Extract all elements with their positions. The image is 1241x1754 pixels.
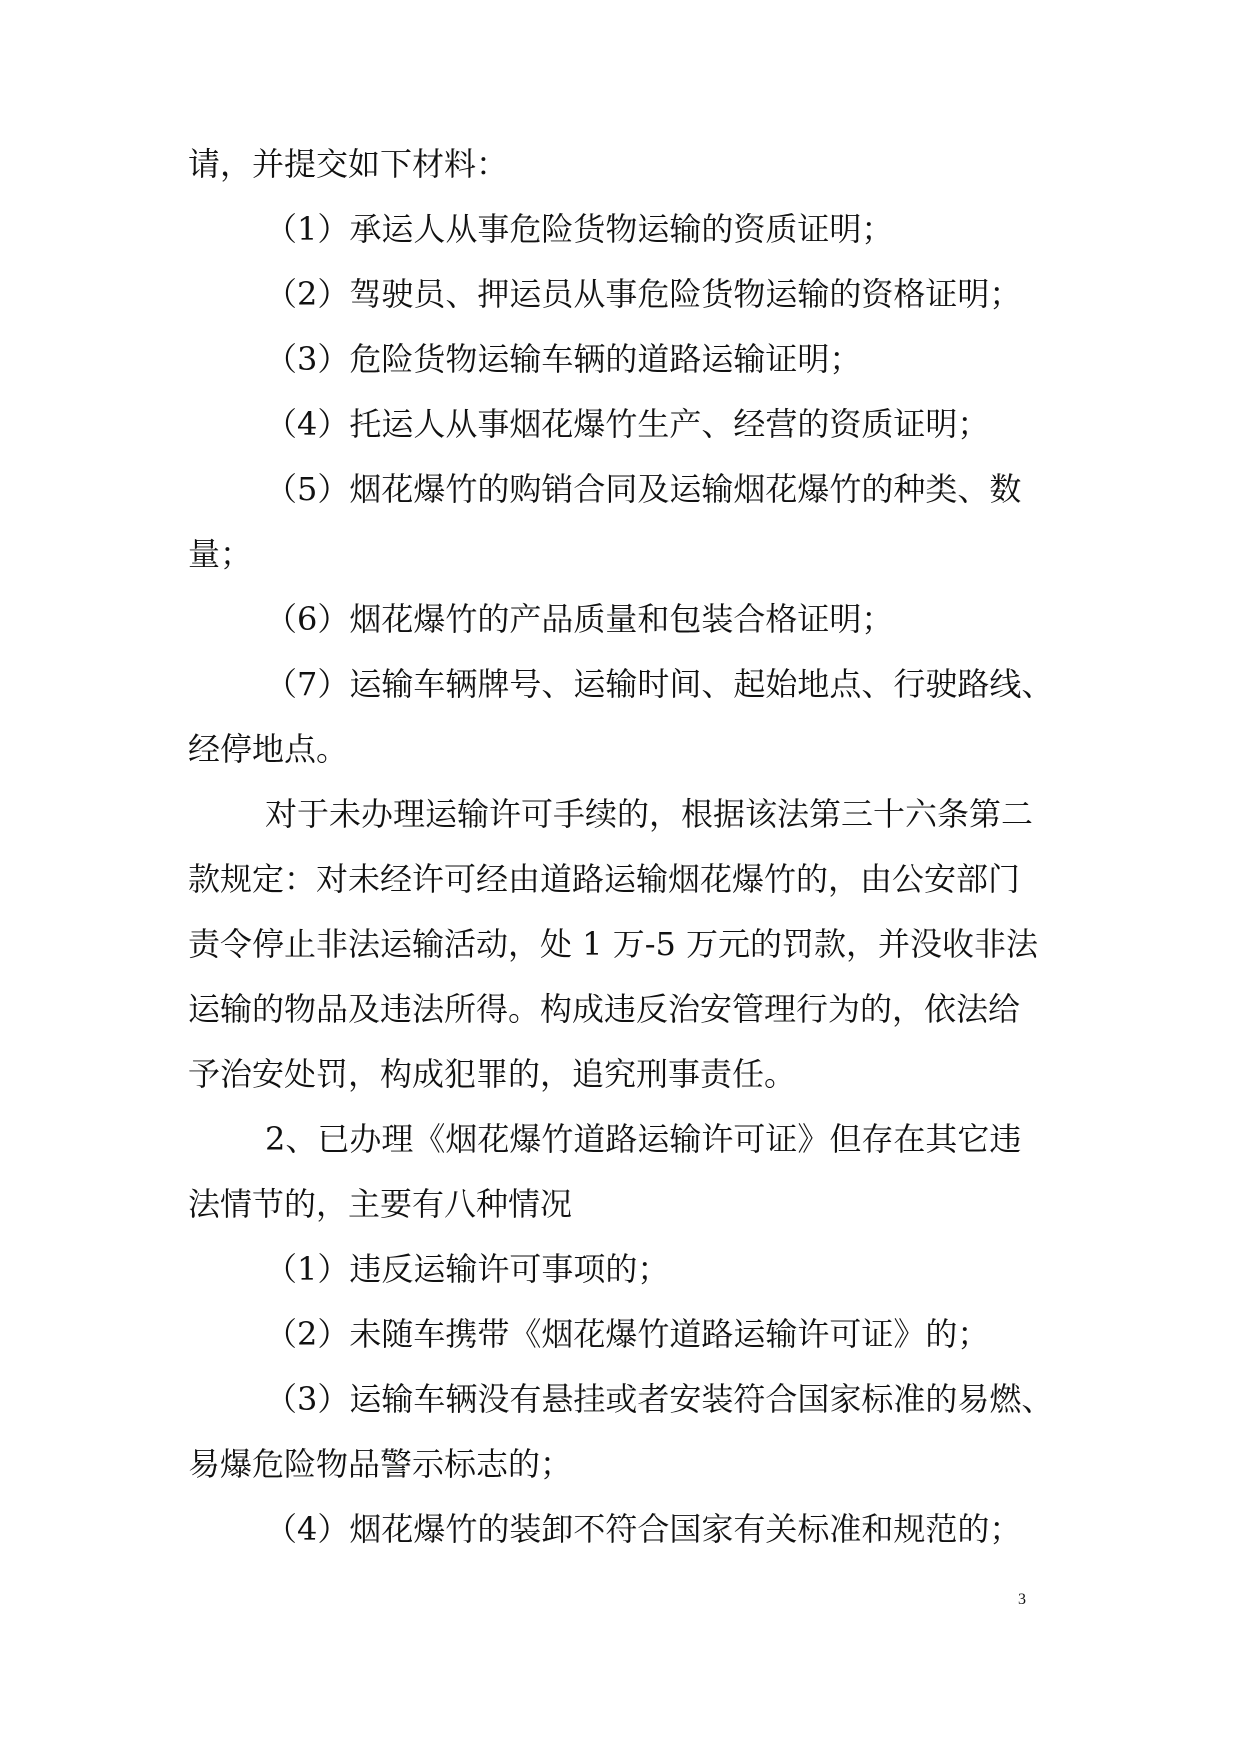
text-line-15: 予治安处罚，构成犯罪的，追究刑事责任。 [188, 1055, 797, 1093]
text-line-20: （3）运输车辆没有悬挂或者安装符合国家标准的易燃、 [265, 1380, 1054, 1418]
text-line-6: （5）烟花爆竹的购销合同及运输烟花爆竹的种类、数 [265, 470, 1022, 508]
page-number: 3 [1018, 1591, 1026, 1608]
text-line-16: 2、已办理《烟花爆竹道路运输许可证》但存在其它违 [265, 1120, 1022, 1158]
text-line-21: 易爆危险物品警示标志的； [188, 1445, 573, 1483]
text-line-18: （1）违反运输许可事项的； [265, 1250, 670, 1288]
text-line-10: 经停地点。 [188, 730, 349, 768]
text-line-7: 量； [188, 535, 253, 573]
text-line-2: （1）承运人从事危险货物运输的资质证明； [265, 210, 894, 248]
text-line-5: （4）托运人从事烟花爆竹生产、经营的资质证明； [265, 405, 990, 443]
text-line-13: 责令停止非法运输活动，处 1 万-5 万元的罚款，并没收非法 [188, 925, 1039, 963]
text-line-4: （3）危险货物运输车辆的道路运输证明； [265, 340, 862, 378]
text-line-8: （6）烟花爆竹的产品质量和包装合格证明； [265, 600, 894, 638]
text-line-1: 请，并提交如下材料： [188, 145, 509, 183]
text-line-19: （2）未随车携带《烟花爆竹道路运输许可证》的； [265, 1315, 990, 1353]
text-line-9: （7）运输车辆牌号、运输时间、起始地点、行驶路线、 [265, 665, 1054, 703]
text-line-3: （2）驾驶员、押运员从事危险货物运输的资格证明； [265, 275, 1022, 313]
text-line-17: 法情节的，主要有八种情况 [188, 1185, 573, 1223]
text-line-11: 对于未办理运输许可手续的，根据该法第三十六条第二 [265, 795, 1034, 833]
text-line-12: 款规定：对未经许可经由道路运输烟花爆竹的，由公安部门 [188, 860, 1021, 898]
text-line-22: （4）烟花爆竹的装卸不符合国家有关标准和规范的； [265, 1510, 1022, 1548]
text-line-14: 运输的物品及违法所得。构成违反治安管理行为的，依法给 [188, 990, 1021, 1028]
